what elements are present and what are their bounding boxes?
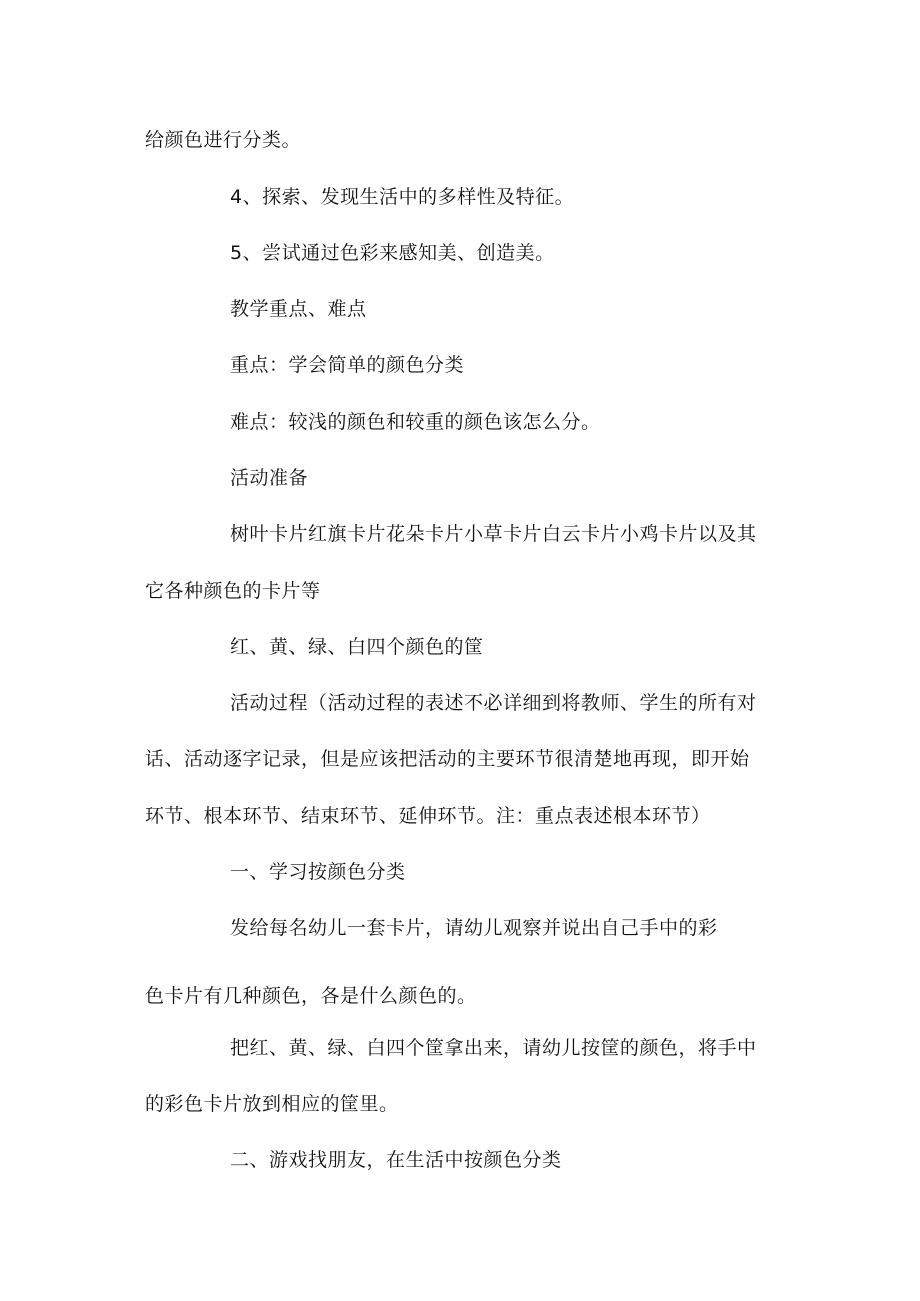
text-line: 的彩色卡片放到相应的筐里。 (145, 1093, 399, 1115)
section-heading: 二、游戏找朋友，在生活中按颜色分类 (230, 1149, 562, 1171)
text-line: 5、尝试通过色彩来感知美、创造美。 (230, 242, 555, 264)
text-line: 话、活动逐字记录，但是应该把活动的主要环节很清楚地再现，即开始 (145, 748, 750, 770)
text-line: 难点：较浅的颜色和较重的颜色该怎么分。 (230, 411, 601, 433)
text-line: 它各种颜色的卡片等 (145, 580, 321, 602)
text-line: 环节、根本环节、结束环节、延伸环节。注：重点表述根本环节） (145, 805, 711, 827)
section-heading: 活动过程（活动过程的表述不必详细到将教师、学生的所有对 (230, 692, 757, 714)
text-line: 发给每名幼儿一套卡片，请幼儿观察并说出自己手中的彩 (230, 917, 718, 939)
text-line: 4、探索、发现生活中的多样性及特征。 (230, 186, 575, 208)
text-line: 红、黄、绿、白四个颜色的筐 (230, 636, 484, 658)
text-line: 树叶卡片红旗卡片花朵卡片小草卡片白云卡片小鸡卡片以及其 (230, 523, 757, 545)
section-heading: 一、学习按颜色分类 (230, 861, 406, 883)
section-heading: 教学重点、难点 (230, 298, 367, 320)
text-line: 把红、黄、绿、白四个筐拿出来，请幼儿按筐的颜色，将手中 (230, 1037, 757, 1059)
text-line: 给颜色进行分类。 (145, 129, 302, 151)
text-line: 色卡片有几种颜色，各是什么颜色的。 (145, 985, 477, 1007)
text-line: 重点：学会简单的颜色分类 (230, 354, 465, 376)
section-heading: 活动准备 (230, 467, 309, 489)
